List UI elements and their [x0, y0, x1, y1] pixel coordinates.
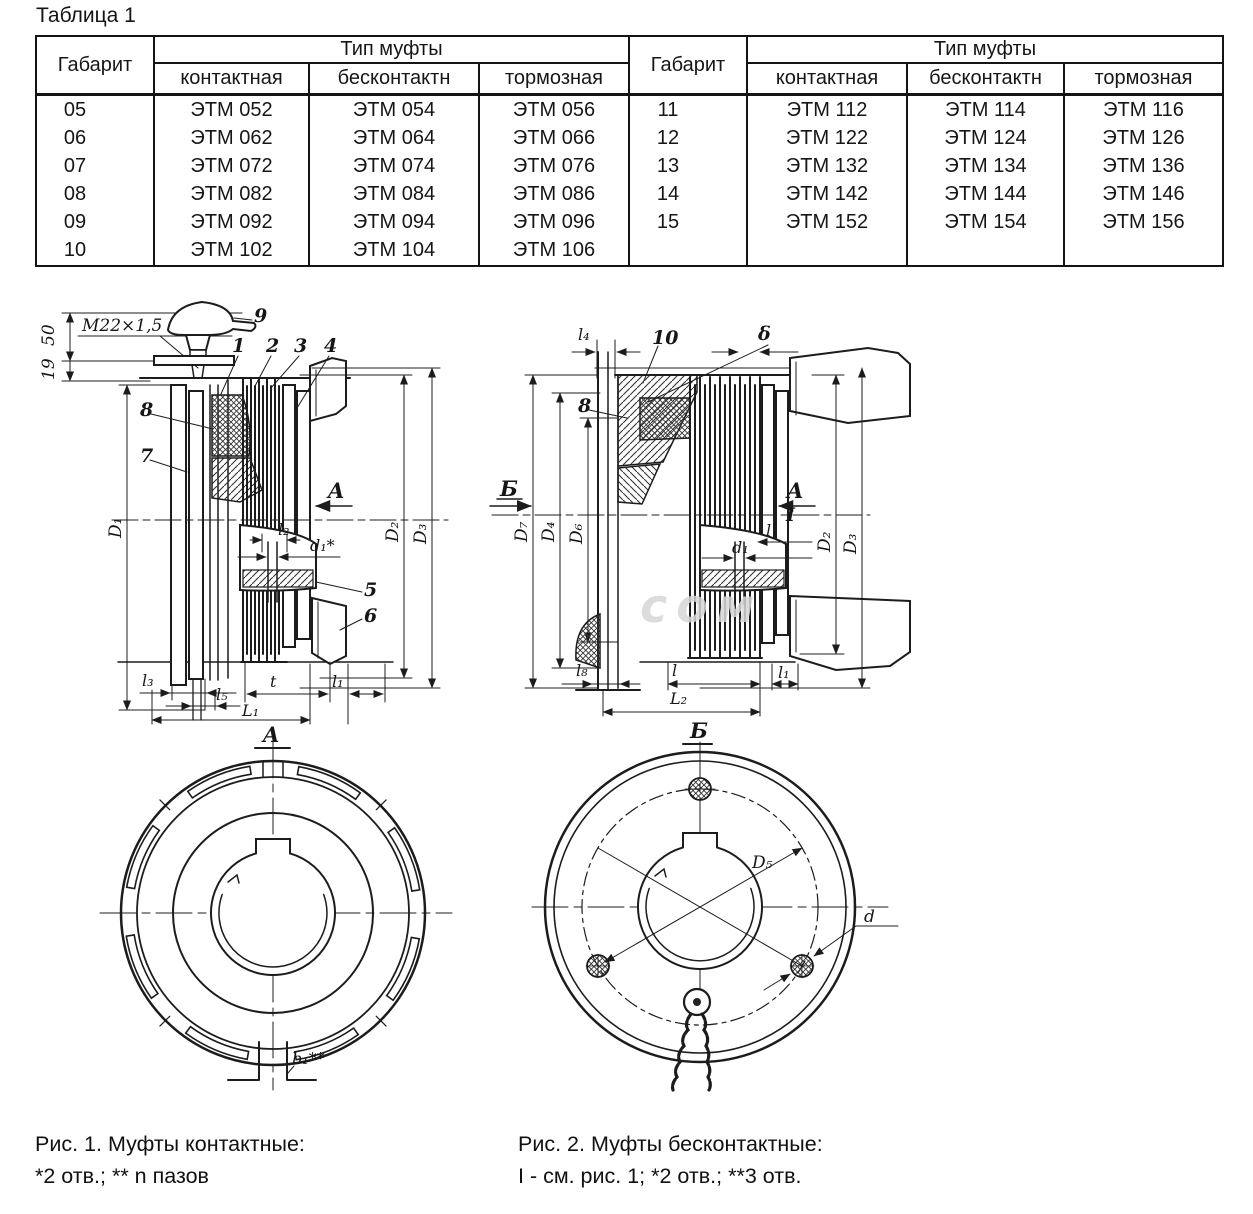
dim-l4: l₄	[578, 325, 590, 344]
cell: ЭТМ 154	[908, 208, 1065, 236]
col-header-tormoznaya: тормозная	[480, 64, 628, 96]
cell: ЭТМ 074	[310, 152, 480, 180]
dim-l-bottom: l	[672, 661, 678, 680]
part-8: 8	[140, 399, 154, 421]
fig1-caption-line2: *2 отв.; ** n пазов	[35, 1164, 209, 1188]
cell: ЭТМ 146	[1102, 182, 1185, 205]
empty-cell	[748, 236, 908, 264]
col-header-gabarit: Габарит	[37, 37, 155, 96]
part-5: 5	[364, 579, 378, 601]
col-group-header: Тип муфты	[748, 37, 1222, 64]
dim-l3: l₃	[142, 671, 154, 690]
col-header-beskontaktn: бесконтактн	[908, 64, 1065, 96]
cell: ЭТМ 132	[748, 152, 908, 180]
dim-l5: l₅	[216, 685, 228, 704]
dim-D6: D₆	[567, 523, 587, 544]
cell: ЭТМ 104	[310, 236, 480, 264]
dim-D7: D₇	[512, 521, 532, 542]
etm-table-left-half	[37, 37, 628, 265]
dim-d1-fig2: d₁	[732, 538, 749, 557]
cell: ЭТМ 102	[155, 236, 310, 264]
fig1-caption-line1: Рис. 1. Муфты контактные:	[35, 1132, 305, 1156]
part-7: 7	[140, 445, 154, 467]
part-1: 1	[232, 335, 246, 357]
dim-D4: D₄	[539, 521, 559, 542]
col-header-tormoznaya: тормозная	[1065, 64, 1222, 96]
dim-19: 19	[39, 358, 59, 380]
dim-t: t	[270, 672, 277, 691]
dim-b1-slot: b₁**	[292, 1049, 325, 1068]
part-2: 2	[266, 335, 280, 357]
cell: ЭТМ 126	[1102, 126, 1185, 149]
cell: ЭТМ 112	[748, 96, 908, 124]
cell: ЭТМ 136	[1102, 154, 1185, 177]
etm-types-table	[35, 35, 1224, 267]
viewB-end-view	[532, 742, 898, 1090]
dim-l: l	[766, 521, 772, 540]
col-header-gabarit: Габарит	[630, 37, 748, 96]
cell: ЭТМ 122	[748, 124, 908, 152]
cell: ЭТМ 116	[1103, 98, 1184, 121]
cell: ЭТМ 156	[1102, 210, 1185, 233]
fig2-caption-line1: Рис. 2. Муфты бесконтактные:	[518, 1132, 823, 1156]
cell: 10	[37, 236, 155, 264]
col-header-kontaktnaya: контактная	[155, 64, 310, 96]
dim-l2: l₂	[278, 520, 290, 539]
cell: 12	[630, 124, 748, 152]
fig1-caption	[35, 1128, 305, 1192]
dim-D2-fig2: D₂	[815, 531, 835, 552]
fig2-caption	[518, 1128, 823, 1192]
part-4: 4	[324, 335, 338, 357]
cell: 08	[37, 180, 155, 208]
dim-l8: l₈	[576, 661, 588, 680]
dim-d1: d₁*	[310, 536, 335, 555]
cell: ЭТМ 144	[908, 180, 1065, 208]
dim-l1-fig2: l₁	[778, 663, 790, 682]
cell: ЭТМ 054	[310, 96, 480, 124]
dim-delta: δ	[758, 323, 771, 345]
cell: ЭТМ 062	[155, 124, 310, 152]
cell: ЭТМ 092	[155, 208, 310, 236]
etm-table-right-half	[628, 37, 1222, 265]
cell: 07	[37, 152, 155, 180]
cell: 11	[630, 96, 748, 124]
cell: ЭТМ 106	[512, 239, 596, 262]
part-3: 3	[294, 335, 308, 357]
cell: 05	[37, 96, 155, 124]
cell: ЭТМ 064	[310, 124, 480, 152]
empty-cell	[630, 236, 748, 264]
part-6: 6	[364, 605, 378, 627]
col-header-kontaktnaya: контактная	[748, 64, 908, 96]
cell: 06	[37, 124, 155, 152]
detail-I-label: I	[786, 504, 795, 526]
viewA-end-view	[100, 742, 452, 1090]
dim-L1: L₁	[242, 701, 260, 720]
dim-D3-fig2: D₃	[841, 533, 861, 554]
cell: ЭТМ 142	[748, 180, 908, 208]
cell: 09	[37, 208, 155, 236]
cell: ЭТМ 086	[512, 182, 596, 205]
cell: ЭТМ 082	[155, 180, 310, 208]
cell: ЭТМ 076	[512, 154, 596, 177]
section-arrow-A2-label: A	[787, 478, 804, 503]
cell: 15	[630, 208, 748, 236]
clutch-drawings	[0, 290, 1253, 1145]
table-title: Таблица 1	[36, 4, 136, 27]
fig1-section-drawing	[62, 302, 448, 724]
empty-cell	[908, 236, 1065, 264]
col-group-header: Тип муфты	[155, 37, 628, 64]
cell: ЭТМ 066	[512, 126, 596, 149]
col-header-beskontaktn: бесконтактн	[310, 64, 480, 96]
cell: ЭТМ 072	[155, 152, 310, 180]
cell: ЭТМ 094	[310, 208, 480, 236]
cell: ЭТМ 114	[908, 96, 1065, 124]
dim-50: 50	[39, 324, 59, 346]
dim-D2: D₂	[383, 521, 403, 542]
part-9: 9	[254, 305, 268, 327]
part-10: 10	[652, 327, 679, 349]
dim-l1: l₁	[332, 672, 344, 691]
cell: ЭТМ 152	[748, 208, 908, 236]
part-8-fig2: 8	[578, 395, 592, 417]
section-arrow-A-label: A	[328, 478, 345, 503]
dim-D3: D₃	[411, 523, 431, 544]
watermark: сом	[640, 579, 764, 633]
fig2-caption-line2: I - см. рис. 1; *2 отв.; **3 отв.	[518, 1164, 802, 1188]
cell: ЭТМ 134	[908, 152, 1065, 180]
cell: 13	[630, 152, 748, 180]
cell: 14	[630, 180, 748, 208]
dim-L2: L₂	[670, 689, 688, 708]
cell: ЭТМ 096	[512, 210, 596, 233]
empty-cell	[1065, 236, 1222, 264]
thread-label: М22×1,5	[82, 316, 163, 336]
cell: ЭТМ 124	[908, 124, 1065, 152]
viewB-label: Б	[690, 718, 708, 743]
dim-d: d	[864, 907, 875, 927]
cell: ЭТМ 084	[310, 180, 480, 208]
dim-D1: D₁	[106, 517, 126, 538]
viewA-label: A	[263, 722, 280, 747]
cell: ЭТМ 052	[155, 96, 310, 124]
cell: ЭТМ 056	[512, 98, 596, 121]
dim-D5: D₅	[752, 853, 773, 873]
section-arrow-B-label: Б	[500, 476, 518, 501]
